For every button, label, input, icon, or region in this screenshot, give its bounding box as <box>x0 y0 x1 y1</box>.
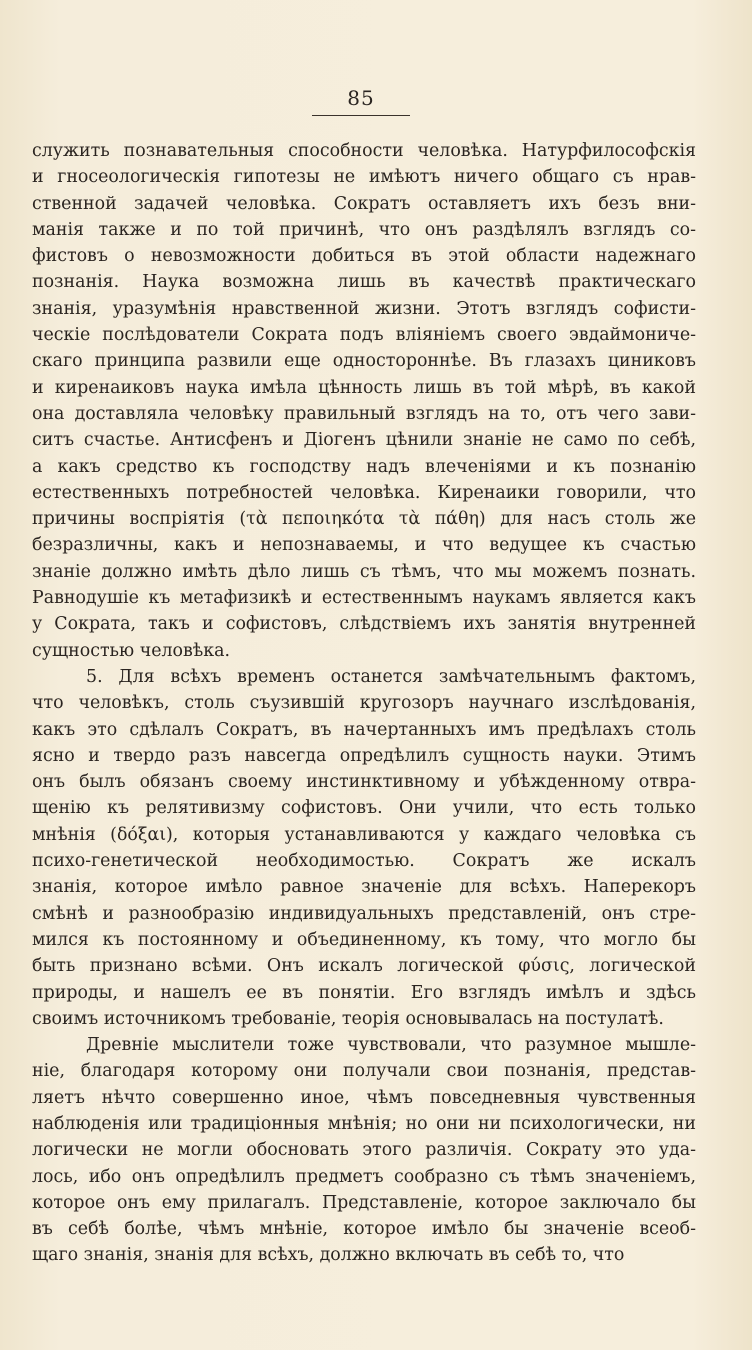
text-line: логически не могли обосновать этого различія. Сократу это уда- <box>32 1140 696 1161</box>
text-line: мился къ постоянному и объединенному, къ тому, что могло бы <box>32 929 696 950</box>
text-line: знанія, уразумѣнія нравственной жизни. Этотъ взглядъ софисти- <box>32 298 696 319</box>
text-line: ческіе послѣдователи Сократа подъ вліяніемъ своего эвдаймониче- <box>32 325 696 346</box>
text-line: естественныхъ потребностей человѣка. Киренаики говорили, что <box>32 482 696 503</box>
text-line: которое онъ ему прилагалъ. Представленіе, которое заключало бы <box>32 1192 696 1213</box>
text-line: Древніе мыслители тоже чувствовали, что разумное мышле- <box>86 1035 696 1056</box>
text-line: знаніе должно имѣть дѣло лишь съ тѣмъ, что мы можемъ познать. <box>32 561 696 582</box>
text-line: быть признано всѣми. Онъ искалъ логической φύσις, логической <box>32 956 696 977</box>
text-line: ніе, благодаря которому они получали свои познанія, представ- <box>32 1061 696 1082</box>
text-line: безразличны, какъ и непознаваемы, и что ведущее къ счастью <box>32 535 696 556</box>
page-number: 85 <box>347 86 375 110</box>
text-line: лось, ибо онъ опредѣлилъ предметъ сообразно съ тѣмъ значеніемъ, <box>32 1166 696 1187</box>
text-line: служить познавательныя способности человѣка. Натурфилософскія <box>32 141 696 161</box>
text-line: и киренаиковъ наука имѣла цѣнность лишь въ той мѣрѣ, въ какой <box>32 377 696 398</box>
text-line: какъ это сдѣлалъ Сократъ, въ начертанныхъ имъ предѣлахъ столь <box>32 719 696 740</box>
text-line: онъ былъ обязанъ своему инстинктивному и убѣжденному отвра- <box>32 772 696 793</box>
text-line: что человѣкъ, столь съузившій кругозоръ научнаго изслѣдованія, <box>32 693 696 714</box>
text-line: а какъ средство къ господству надъ влеченіями и къ познанію <box>32 456 696 477</box>
text-line: ситъ счастье. Антисфенъ и Діогенъ цѣнили знаніе не само по себѣ, <box>32 430 696 451</box>
text-line: сущностью человѣка. <box>32 640 231 661</box>
text-line: ляетъ нѣчто совершенно иное, чѣмъ повседневныя чувственныя <box>32 1087 696 1108</box>
paragraph <box>32 664 696 1032</box>
text-line: наблюденія или традиціонныя мнѣнія; но они ни психологически, ни <box>32 1113 696 1134</box>
body-text <box>32 138 696 1269</box>
text-line: психо-генетической необходимостью. Сократъ же искалъ <box>32 851 696 872</box>
text-line: познанія. Наука возможна лишь въ качествѣ практическаго <box>32 272 696 293</box>
header-rule <box>312 115 410 116</box>
text-line: своимъ источникомъ требованіе, теорія основывалась на постулатѣ. <box>32 1008 664 1029</box>
text-line: ясно и твердо разъ навсегда опредѣлилъ сущность науки. Этимъ <box>32 745 696 766</box>
paragraph <box>32 1032 696 1269</box>
text-line: 5. Для всѣхъ временъ останется замѣчательнымъ фактомъ, <box>86 666 696 687</box>
text-line: она доставляла человѣку правильный взглядъ на то, отъ чего зави- <box>32 403 696 424</box>
text-line: и гносеологическія гипотезы не имѣютъ ничего общаго съ нрав- <box>32 167 696 188</box>
text-line: Равнодушіе къ метафизикѣ и естественнымъ наукамъ является какъ <box>32 588 696 609</box>
text-line: фистовъ о невозможности добиться въ этой области надежнаго <box>32 246 696 267</box>
text-line: ственной задачей человѣка. Сократъ оставляетъ ихъ безъ вни- <box>32 193 696 214</box>
text-line: щенію къ релятивизму софистовъ. Они учили, что есть только <box>32 798 696 819</box>
text-line: у Сократа, такъ и софистовъ, слѣдствіемъ ихъ занятія внутренней <box>32 614 696 635</box>
text-line: въ себѣ болѣе, чѣмъ мнѣніе, которое имѣло бы значеніе всеоб- <box>32 1219 696 1240</box>
text-line: знанія, которое имѣло равное значеніе для всѣхъ. Наперекоръ <box>32 877 696 898</box>
text-line: скаго принципа развили еще одностороннѣе. Въ глазахъ циниковъ <box>32 351 696 372</box>
text-line: природы, и нашелъ ее въ понятіи. Его взглядъ имѣлъ и здѣсь <box>32 982 696 1003</box>
text-line: смѣнѣ и разнообразію индивидуальныхъ представленій, онъ стре- <box>32 903 696 924</box>
text-line: причины воспріятія (τὰ πεποιηκότα τὰ πάθη) для насъ столь же <box>32 509 696 530</box>
text-line: мнѣнія (δόξαι), которыя устанавливаются у каждаго человѣка съ <box>32 824 696 845</box>
paragraph <box>32 138 696 664</box>
text-line: щаго знанія, знанія для всѣхъ, должно включать въ себѣ то, что <box>32 1245 625 1266</box>
text-line: манія также и по той причинѣ, что онъ раздѣлялъ взглядъ со- <box>32 219 696 240</box>
